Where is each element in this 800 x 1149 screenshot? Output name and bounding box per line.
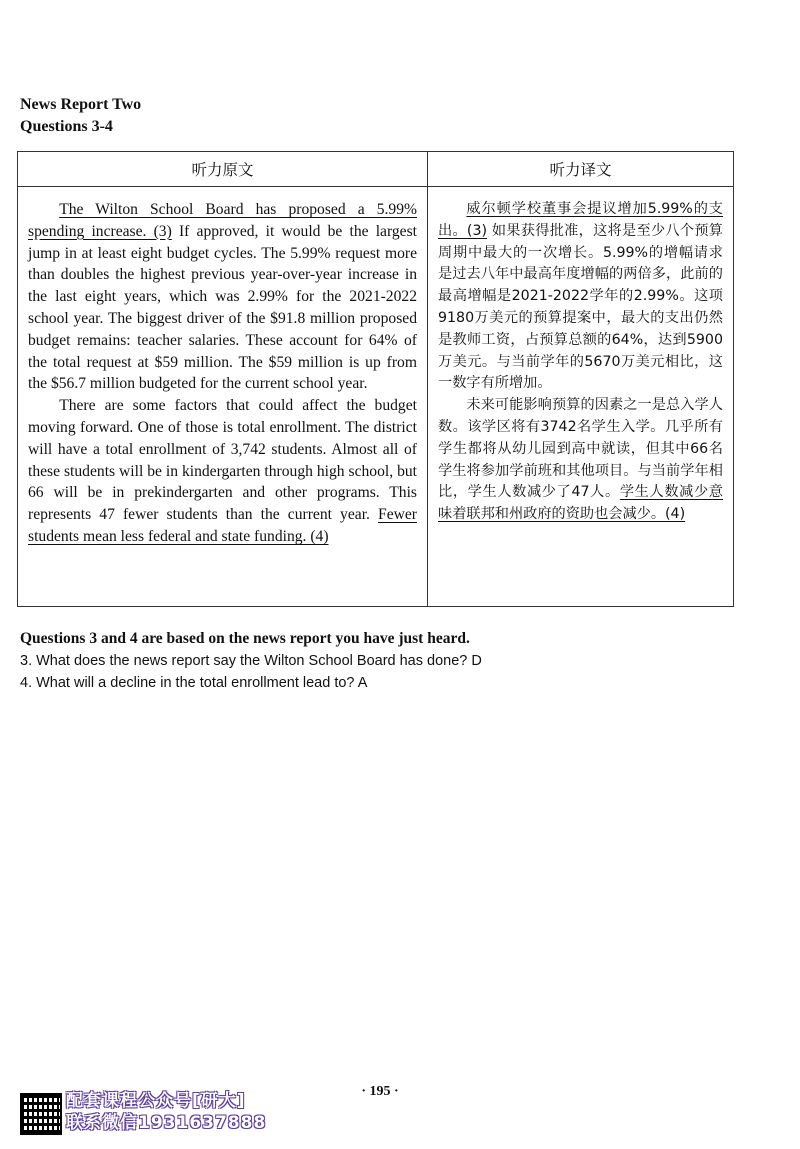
- translation-paragraph-1: [438, 199, 723, 395]
- question-3: 3. What does the news report say the Wilton School Board has done? D: [20, 653, 482, 669]
- qr-code-icon: [20, 1093, 62, 1135]
- original-text-cell: [18, 187, 428, 607]
- original-paragraph-1: [28, 199, 417, 395]
- question-4: 4. What will a decline in the total enrollment lead to? A: [20, 675, 368, 691]
- questions-section: [20, 628, 780, 694]
- translation-answer-3-underline: 威尔顿学校董事会提议增加5.99%的支出。(3): [438, 201, 723, 239]
- original-paragraph-2: [28, 395, 417, 548]
- original-paragraph-1-text: If approved, it would be the largest jump in at least eight budget cycles. The 5.99% request more than doubles the highest previous year-over-year increase in the last eight years, which was 2.99% for the 2021-2022 school year. The biggest driver of the $91.8 million proposed budget remains: teacher salaries. These account for 64% of the total request at $59 million. The $59 million is up from the $56.7 million budgeted for the current school year.: [28, 222, 418, 393]
- answer-4-underline: Fewer students mean less federal and state funding. (4): [28, 506, 417, 545]
- report-heading: News Report Two: [20, 96, 142, 113]
- questions-range-heading: Questions 3-4: [20, 118, 113, 135]
- original-paragraph-2-text: There are some factors that could affect the budget moving forward. One of those is total enrollment. The district will have a total enrollment of 3,742 students. Almost all of these students will be in kindergarten through high school, but 66 will be in prekindergarten and other programs. This represents 47 fewer students than the current year.: [28, 397, 417, 524]
- translation-column-header: 听力译文: [428, 152, 734, 187]
- watermark-promo: [66, 1090, 316, 1134]
- answer-3-underline: The Wilton School Board has proposed a 5.99% spending increase. (3): [28, 201, 417, 240]
- questions-header: Questions 3 and 4 are based on the news report you have just heard.: [20, 630, 470, 647]
- translation-paragraph-1-text: 如果获得批准，这将是至少八个预算周期中最大的一次增长。5.99%的增幅请求是过去八年中最高年度增幅的两倍多，此前的最高增幅是2021-2022学年的2.99%。这项9180万美元的预算提案中，最大的支出仍然是教师工资，占预算总额的64%，达到5900万美元。与当前学年的5670万美元相比，这一数字有所增加。: [438, 222, 723, 392]
- transcript-table: [17, 151, 734, 607]
- translation-answer-4-underline: 学生人数减少意味着联邦和州政府的资助也会减少。(4): [438, 484, 723, 523]
- translation-paragraph-2-text: 未来可能影响预算的因素之一是总入学人数。该学区将有3742名学生入学。几乎所有学生都将从幼儿园到高中就读，但其中66名学生将参加学前班和其他项目。与当前学年相比，学生人数减少了47人。: [438, 397, 723, 501]
- original-column-header: 听力原文: [18, 152, 428, 187]
- translation-paragraph-2: [438, 395, 723, 526]
- page-number: · 195 ·: [361, 1084, 399, 1099]
- watermark-line-2: 联系微信1931637888: [66, 1113, 267, 1133]
- watermark-line-1: 配套课程公众号[研大]: [66, 1091, 246, 1111]
- translation-text-cell: [428, 187, 734, 607]
